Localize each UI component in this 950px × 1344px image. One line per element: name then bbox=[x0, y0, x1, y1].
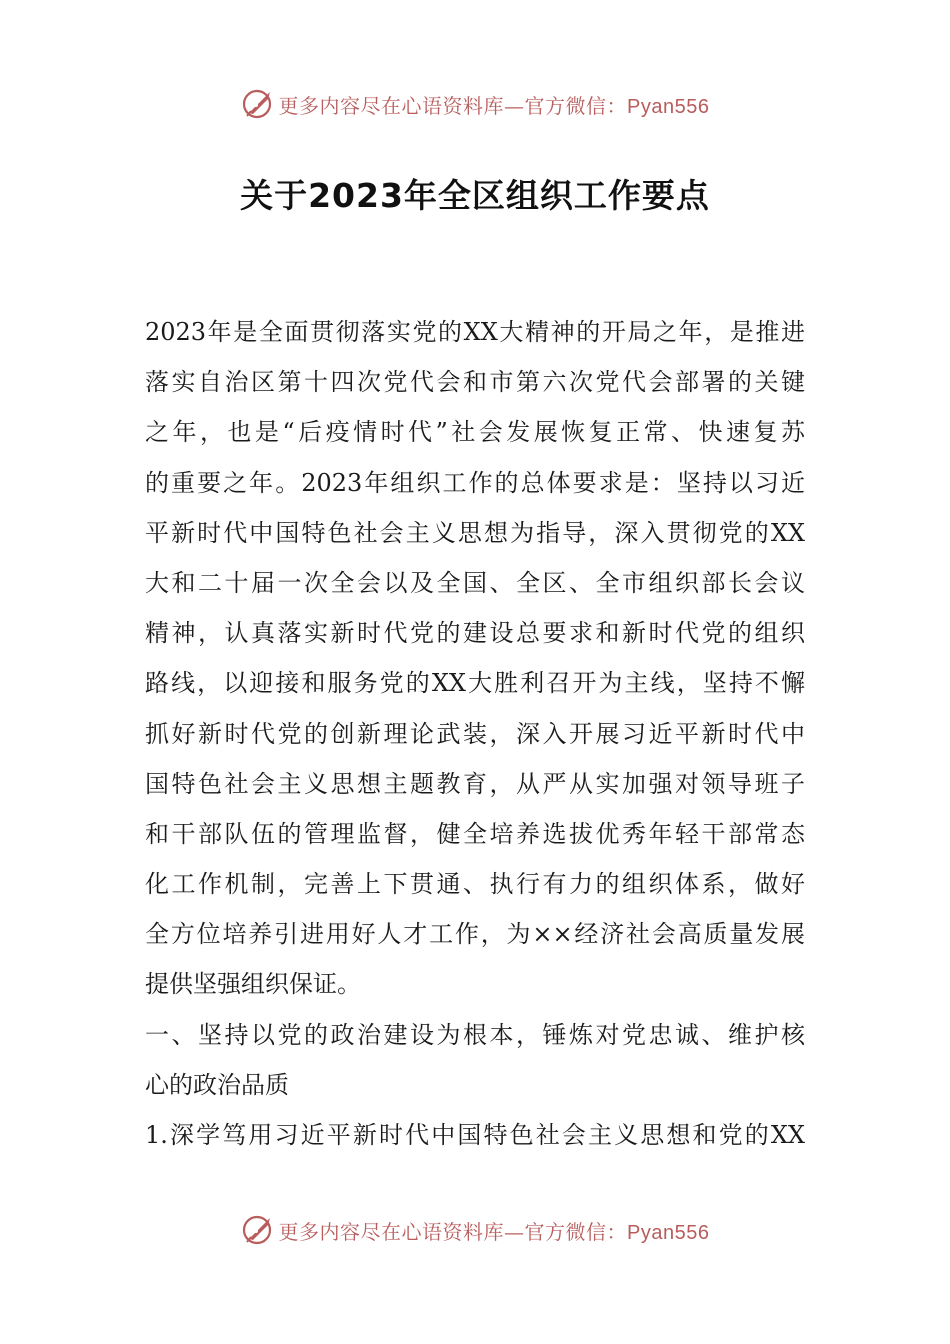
body-line: 落实自治区第十四次党代会和市第六次党代会部署的关键 bbox=[145, 368, 805, 397]
body-line: 提供坚强组织保证。 bbox=[145, 970, 361, 999]
header-banner bbox=[0, 84, 950, 124]
banner-label: 更多内容尽在心语资料库—官方微信： bbox=[278, 1219, 628, 1244]
body-line: 化工作机制，完善上下贯通、执行有力的组织体系，做好 bbox=[145, 870, 805, 899]
body-line: 的重要之年。2023年组织工作的总体要求是：坚持以习近 bbox=[145, 468, 805, 497]
banner-label: 更多内容尽在心语资料库—官方微信： bbox=[278, 93, 628, 118]
body-line: 大和二十届一次全会以及全国、全区、全市组织部长会议 bbox=[145, 568, 805, 597]
body-line: 2023年是全面贯彻落实党的XX大精神的开局之年，是推进 bbox=[145, 318, 805, 346]
pen-logo-icon bbox=[241, 1213, 275, 1247]
body-line: 精神，认真落实新时代党的建设总要求和新时代党的组织 bbox=[145, 619, 805, 648]
body-line: 和干部队伍的管理监督，健全培养选拔优秀年轻干部常态 bbox=[145, 819, 805, 848]
body-line: 抓好新时代党的创新理论武装，深入开展习近平新时代中 bbox=[145, 719, 805, 748]
section-heading-line: 心的政治品质 bbox=[145, 1070, 289, 1099]
document-body bbox=[145, 307, 805, 1160]
body-line: 路线，以迎接和服务党的XX大胜利召开为主线，坚持不懈 bbox=[145, 669, 805, 698]
body-line: 国特色社会主义思想主题教育，从严从实加强对领导班子 bbox=[145, 769, 805, 798]
pen-logo-icon bbox=[241, 87, 275, 121]
footer-banner bbox=[0, 1210, 950, 1250]
banner-text bbox=[279, 1216, 710, 1245]
document-title: 关于2023年全区组织工作要点 bbox=[240, 176, 710, 215]
body-line: 全方位培养引进用好人才工作，为××经济社会高质量发展 bbox=[145, 920, 805, 949]
banner-wechat-id: Pyan556 bbox=[627, 1221, 710, 1244]
banner-text bbox=[279, 90, 710, 119]
subsection-heading-line: 1.深学笃用习近平新时代中国特色社会主义思想和党的XX bbox=[145, 1121, 805, 1149]
body-line: 之年，也是“后疫情时代”社会发展恢复正常、快速复苏 bbox=[145, 418, 805, 447]
banner-wechat-id: Pyan556 bbox=[627, 95, 710, 118]
section-heading-line: 一、坚持以党的政治建设为根本，锤炼对党忠诚、维护核 bbox=[145, 1020, 805, 1049]
body-line: 平新时代中国特色社会主义思想为指导，深入贯彻党的XX bbox=[145, 518, 805, 547]
